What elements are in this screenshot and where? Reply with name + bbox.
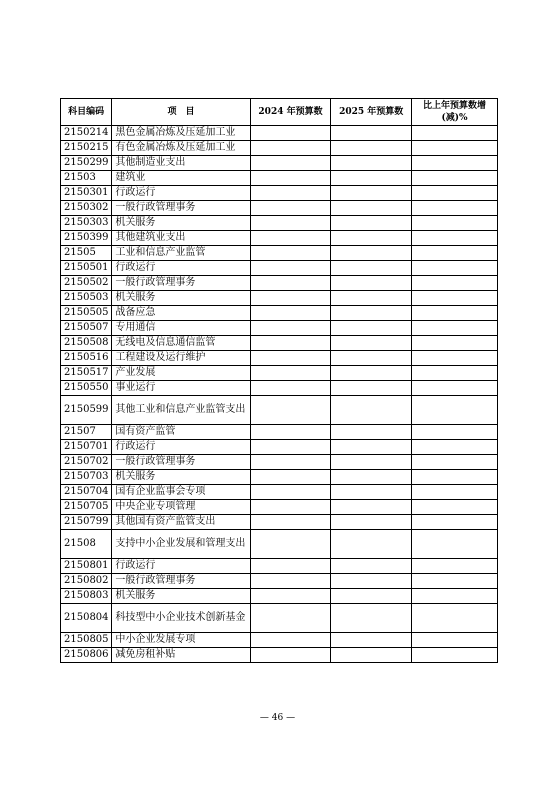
row-2024-budget	[250, 381, 331, 396]
table-row	[61, 559, 498, 574]
row-item-name: 专用通信	[112, 321, 250, 336]
row-item-name: 中央企业专项管理	[112, 500, 250, 515]
row-2024-budget	[250, 425, 331, 440]
row-item-name: 一般行政管理事务	[112, 276, 250, 291]
header-2025-budget: 2025 年预算数	[331, 99, 412, 126]
table-row	[61, 141, 498, 156]
row-code: 2150301	[61, 186, 112, 201]
table-row	[61, 440, 498, 455]
row-item-name: 行政运行	[112, 559, 250, 574]
row-change-percent	[412, 351, 498, 366]
row-item-name: 机关服务	[112, 291, 250, 306]
row-2024-budget	[250, 470, 331, 485]
row-2024-budget	[250, 201, 331, 216]
row-change-percent	[412, 559, 498, 574]
row-code: 2150507	[61, 321, 112, 336]
row-2025-budget	[331, 559, 412, 574]
row-change-percent	[412, 455, 498, 470]
row-item-name: 建筑业	[112, 171, 250, 186]
row-code: 21508	[61, 530, 112, 559]
row-item-name: 一般行政管理事务	[112, 455, 250, 470]
row-2025-budget	[331, 500, 412, 515]
row-item-name: 无线电及信息通信监管	[112, 336, 250, 351]
row-change-percent	[412, 306, 498, 321]
table-row	[61, 351, 498, 366]
row-2025-budget	[331, 648, 412, 663]
row-code: 21503	[61, 171, 112, 186]
row-item-name: 机关服务	[112, 216, 250, 231]
row-2024-budget	[250, 500, 331, 515]
row-2024-budget	[250, 336, 331, 351]
table-header-row	[61, 99, 498, 126]
row-2025-budget	[331, 276, 412, 291]
row-2025-budget	[331, 515, 412, 530]
row-2025-budget	[331, 141, 412, 156]
row-2024-budget	[250, 440, 331, 455]
row-item-name: 一般行政管理事务	[112, 574, 250, 589]
row-2025-budget	[331, 291, 412, 306]
row-2024-budget	[250, 604, 331, 633]
table-row	[61, 126, 498, 141]
row-code: 2150550	[61, 381, 112, 396]
row-item-name: 行政运行	[112, 261, 250, 276]
table-row	[61, 261, 498, 276]
row-change-percent	[412, 141, 498, 156]
row-2024-budget	[250, 171, 331, 186]
row-change-percent	[412, 336, 498, 351]
row-2025-budget	[331, 425, 412, 440]
row-code: 2150701	[61, 440, 112, 455]
row-change-percent	[412, 201, 498, 216]
row-code: 2150517	[61, 366, 112, 381]
row-item-name: 有色金属冶炼及压延加工业	[112, 141, 250, 156]
row-code: 2150703	[61, 470, 112, 485]
row-code: 21507	[61, 425, 112, 440]
row-change-percent	[412, 604, 498, 633]
row-2024-budget	[250, 574, 331, 589]
row-2025-budget	[331, 186, 412, 201]
row-2024-budget	[250, 485, 331, 500]
row-2025-budget	[331, 574, 412, 589]
row-2025-budget	[331, 336, 412, 351]
row-2025-budget	[331, 589, 412, 604]
row-code: 2150516	[61, 351, 112, 366]
row-2025-budget	[331, 470, 412, 485]
row-2024-budget	[250, 366, 331, 381]
row-2024-budget	[250, 291, 331, 306]
row-2024-budget	[250, 321, 331, 336]
row-code: 2150505	[61, 306, 112, 321]
table-row	[61, 425, 498, 440]
row-change-percent	[412, 589, 498, 604]
row-code: 2150503	[61, 291, 112, 306]
row-change-percent	[412, 381, 498, 396]
row-2025-budget	[331, 261, 412, 276]
row-item-name: 其他制造业支出	[112, 156, 250, 171]
row-2025-budget	[331, 381, 412, 396]
row-2024-budget	[250, 261, 331, 276]
row-item-name: 其他工业和信息产业监管支出	[112, 396, 250, 425]
row-code: 2150502	[61, 276, 112, 291]
row-2025-budget	[331, 530, 412, 559]
table-row	[61, 201, 498, 216]
row-code: 2150803	[61, 589, 112, 604]
row-item-name: 支持中小企业发展和管理支出	[112, 530, 250, 559]
row-change-percent	[412, 425, 498, 440]
row-code: 2150799	[61, 515, 112, 530]
row-2025-budget	[331, 201, 412, 216]
row-item-name: 减免房租补贴	[112, 648, 250, 663]
table-row	[61, 485, 498, 500]
table-row	[61, 381, 498, 396]
row-code: 2150303	[61, 216, 112, 231]
row-code: 2150214	[61, 126, 112, 141]
row-change-percent	[412, 246, 498, 261]
row-2025-budget	[331, 633, 412, 648]
row-2024-budget	[250, 231, 331, 246]
table-row	[61, 321, 498, 336]
row-item-name: 产业发展	[112, 366, 250, 381]
row-2024-budget	[250, 455, 331, 470]
table-row	[61, 336, 498, 351]
row-code: 2150801	[61, 559, 112, 574]
table-row	[61, 633, 498, 648]
row-item-name: 机关服务	[112, 470, 250, 485]
row-change-percent	[412, 366, 498, 381]
row-change-percent	[412, 485, 498, 500]
row-2025-budget	[331, 351, 412, 366]
row-2025-budget	[331, 485, 412, 500]
row-2025-budget	[331, 455, 412, 470]
row-change-percent	[412, 500, 498, 515]
row-change-percent	[412, 470, 498, 485]
row-change-percent	[412, 648, 498, 663]
row-2024-budget	[250, 276, 331, 291]
table-row	[61, 171, 498, 186]
table-row	[61, 396, 498, 425]
table-row	[61, 470, 498, 485]
row-code: 2150704	[61, 485, 112, 500]
row-2024-budget	[250, 589, 331, 604]
row-2024-budget	[250, 559, 331, 574]
row-2025-budget	[331, 156, 412, 171]
row-item-name: 行政运行	[112, 186, 250, 201]
row-2025-budget	[331, 126, 412, 141]
row-change-percent	[412, 126, 498, 141]
row-change-percent	[412, 231, 498, 246]
row-change-percent	[412, 574, 498, 589]
row-item-name: 行政运行	[112, 440, 250, 455]
row-2025-budget	[331, 216, 412, 231]
row-code: 2150805	[61, 633, 112, 648]
row-2025-budget	[331, 440, 412, 455]
row-code: 2150508	[61, 336, 112, 351]
row-item-name: 工业和信息产业监管	[112, 246, 250, 261]
table-row	[61, 276, 498, 291]
table-row	[61, 186, 498, 201]
row-item-name: 中小企业发展专项	[112, 633, 250, 648]
header-change-percent: 比上年预算数增(减)%	[412, 99, 498, 126]
row-2024-budget	[250, 351, 331, 366]
row-2024-budget	[250, 216, 331, 231]
row-2025-budget	[331, 246, 412, 261]
row-change-percent	[412, 156, 498, 171]
row-item-name: 科技型中小企业技术创新基金	[112, 604, 250, 633]
row-2025-budget	[331, 306, 412, 321]
row-item-name: 黑色金属冶炼及压延加工业	[112, 126, 250, 141]
row-change-percent	[412, 633, 498, 648]
table-row	[61, 648, 498, 663]
row-change-percent	[412, 276, 498, 291]
row-2025-budget	[331, 604, 412, 633]
row-2025-budget	[331, 321, 412, 336]
row-change-percent	[412, 261, 498, 276]
table-row	[61, 515, 498, 530]
row-2024-budget	[250, 515, 331, 530]
row-code: 21505	[61, 246, 112, 261]
row-2024-budget	[250, 530, 331, 559]
row-2024-budget	[250, 141, 331, 156]
row-code: 2150299	[61, 156, 112, 171]
table-row	[61, 291, 498, 306]
table-row	[61, 455, 498, 470]
row-code: 2150501	[61, 261, 112, 276]
row-2025-budget	[331, 366, 412, 381]
row-2024-budget	[250, 648, 331, 663]
table-row	[61, 530, 498, 559]
row-code: 2150399	[61, 231, 112, 246]
table-row	[61, 500, 498, 515]
row-item-name: 一般行政管理事务	[112, 201, 250, 216]
row-code: 2150702	[61, 455, 112, 470]
table-row	[61, 366, 498, 381]
row-code: 2150802	[61, 574, 112, 589]
table-row	[61, 589, 498, 604]
table-row	[61, 231, 498, 246]
row-code: 2150215	[61, 141, 112, 156]
row-2024-budget	[250, 186, 331, 201]
header-2024-budget: 2024 年预算数	[250, 99, 331, 126]
row-item-name: 事业运行	[112, 381, 250, 396]
row-change-percent	[412, 515, 498, 530]
row-change-percent	[412, 291, 498, 306]
row-2025-budget	[331, 171, 412, 186]
row-code: 2150705	[61, 500, 112, 515]
header-code: 科目编码	[61, 99, 112, 126]
budget-table	[60, 98, 498, 663]
row-change-percent	[412, 530, 498, 559]
row-item-name: 其他建筑业支出	[112, 231, 250, 246]
row-item-name: 国有企业监事会专项	[112, 485, 250, 500]
row-item-name: 工程建设及运行维护	[112, 351, 250, 366]
row-item-name: 其他国有资产监管支出	[112, 515, 250, 530]
row-change-percent	[412, 396, 498, 425]
row-change-percent	[412, 186, 498, 201]
row-2024-budget	[250, 633, 331, 648]
table-row	[61, 216, 498, 231]
row-item-name: 机关服务	[112, 589, 250, 604]
row-code: 2150806	[61, 648, 112, 663]
row-2024-budget	[250, 156, 331, 171]
header-item: 项 目	[112, 99, 250, 126]
row-code: 2150599	[61, 396, 112, 425]
table-body	[61, 126, 498, 663]
row-2024-budget	[250, 396, 331, 425]
row-item-name: 国有资产监管	[112, 425, 250, 440]
row-change-percent	[412, 440, 498, 455]
row-code: 2150804	[61, 604, 112, 633]
row-2024-budget	[250, 306, 331, 321]
table-row	[61, 246, 498, 261]
row-2024-budget	[250, 246, 331, 261]
row-2025-budget	[331, 396, 412, 425]
row-2024-budget	[250, 126, 331, 141]
row-change-percent	[412, 171, 498, 186]
page-number: — 46 —	[259, 713, 296, 723]
table-row	[61, 306, 498, 321]
table-row	[61, 604, 498, 633]
row-change-percent	[412, 321, 498, 336]
row-2025-budget	[331, 231, 412, 246]
row-code: 2150302	[61, 201, 112, 216]
row-change-percent	[412, 216, 498, 231]
table-row	[61, 574, 498, 589]
table-row	[61, 156, 498, 171]
row-item-name: 战备应急	[112, 306, 250, 321]
